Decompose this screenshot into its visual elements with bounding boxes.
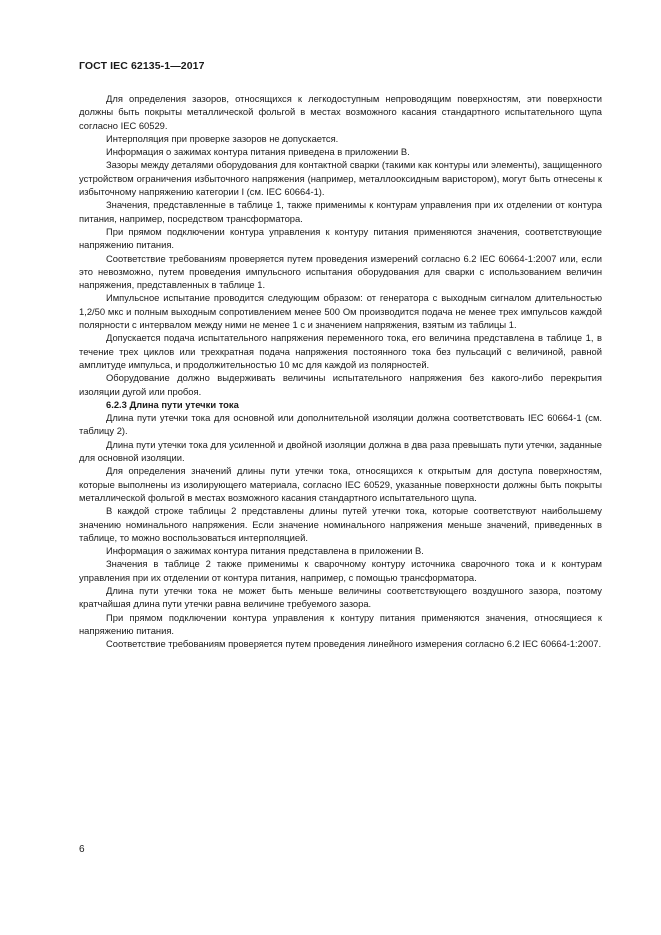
document-header: ГОСТ IEC 62135-1—2017	[79, 60, 205, 72]
document-body	[79, 92, 602, 650]
paragraph: В каждой строке таблицы 2 представлены длины путей утечки тока, которые соответствуют наибольшему значению номинального напряжения. Если значение номинального напряжения меньше значений, приведенных в таблице, то можно воспользоваться интерполяцией.	[79, 505, 602, 543]
paragraph: Оборудование должно выдерживать величины испытательного напряжения без какого-либо перекрытия изоляции дугой или пробоя.	[79, 372, 602, 397]
paragraph: Длина пути утечки тока не может быть меньше величины соответствующего воздушного зазора, поэтому кратчайшая длина пути утечки равна величине требуемого зазора.	[79, 584, 602, 610]
paragraph: Интерполяция при проверке зазоров не допускается.	[106, 132, 339, 144]
paragraph: Соответствие требованиям проверяется путем проведения измерений согласно 6.2 IEC 60664-1:2007 или, если это невозможно, путем проведения импульсного испытания оборудования для сварки с использованием величин напряжения, представленных в таблице 1.	[79, 252, 602, 291]
paragraph: Информация о зажимах контура питания представлена в приложении В.	[106, 545, 424, 557]
paragraph: Допускается подача испытательного напряжения переменного тока, его величина представлена в таблице 1, в течение трех циклов или трехкратная подача напряжения постоянного тока без пульсаций с величиной, равной амплитуде импульса, и продолжительностью 10 мс для каждой из полярностей.	[79, 332, 602, 370]
paragraph: Импульсное испытание проводится следующим образом: от генератора с выходным сигналом длительностью 1,2/50 мкс и полным выходным сопротивлением менее 500 Ом производится подача не менее трех импульсов каждой полярности с интервалом между ними не менее 1 с и значением напряжения, взятым из таблицы 1.	[79, 292, 602, 331]
paragraph: Соответствие требованиям проверяется путем проведения линейного измерения согласно 6.2 IEC 60664-1:2007.	[106, 638, 602, 650]
paragraph: Для определения зазоров, относящихся к легкодоступным непроводящим поверхностям, эти поверхности должны быть покрыты металлической фольгой в местах возможного касания стандартного испытательного щупа согласно IEC 60529.	[79, 93, 602, 131]
paragraph: При прямом подключении контура управления к контуру питания применяются значения, относящиеся к напряжению питания.	[79, 611, 602, 636]
paragraph: При прямом подключении контура управления к контуру питания применяются значения, соответствующие напряжению питания.	[79, 225, 602, 251]
paragraph: Значения в таблице 2 также применимы к сварочному контуру источника сварочного тока и к контурам управления при их отделении от контура питания, например, с помощью трансформатора.	[79, 558, 602, 583]
paragraph: Зазоры между деталями оборудования для контактной сварки (такими как контуры или элементы), защищенного устройством ограничения избыточного напряжения (например, металлооксидным варистором), могут быть отнесены к избыточному напряжению категории I (см. IEC 60664-1).	[79, 159, 602, 198]
paragraph: Для определения значений длины пути утечки тока, относящихся к открытым для доступа поверхностям, которые выполнены из изолирующего материала, согласно IEC 60529, указанные поверхности должны быть покрыты металлической фольгой в местах возможного касания стандартного испытательного щупа.	[79, 465, 602, 503]
paragraph: Длина пути утечки тока для усиленной и двойной изоляции должна в два раза превышать пути утечки, заданные для основной изоляции.	[79, 438, 602, 464]
paragraph: Значения, представленные в таблице 1, также применимы к контурам управления при их отделении от контура питания, например, посредством трансформатора.	[79, 199, 602, 224]
page-number: 6	[79, 844, 85, 855]
section-heading: 6.2.3 Длина пути утечки тока	[106, 398, 239, 410]
paragraph: Информация о зажимах контура питания приведена в приложении В.	[106, 146, 410, 158]
paragraph: Длина пути утечки тока для основной или дополнительной изоляции должна соответствовать IEC 60664-1 (см. таблицу 2).	[79, 412, 602, 437]
